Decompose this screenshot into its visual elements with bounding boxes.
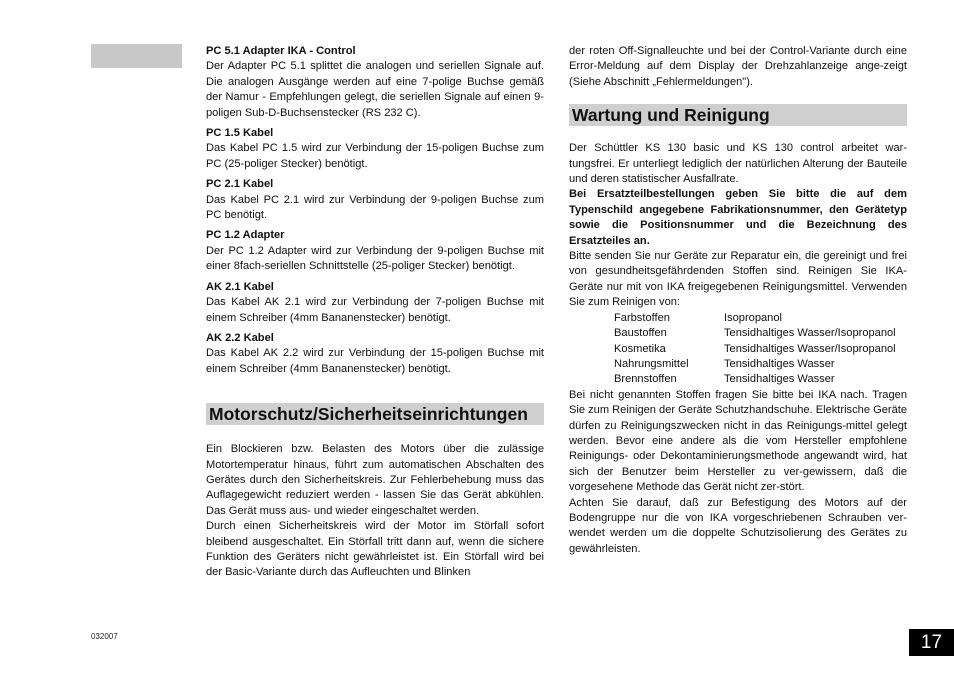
- table-row: [614, 342, 896, 357]
- paragraph: Bei nicht genannten Stoffen fragen Sie bitte bei IKA nach. Tragen Sie zum Reinigen der Geräte Schutzhandschuhe. Elektrische Geräte dürfen zu Reinigungszwecken nicht in das Reinigungs-mittel gelegt werden. Bevor eine andere als die vom Hersteller empfohlene Reinigungs- oder Dekontaminierungsmethode angewandt wird, hat sich der Benutzer beim Hersteller zu ver-gewissern, daß die vorgesehene Methode das Gerät nicht zer-stört.: [569, 388, 907, 494]
- table-cell: Tensidhaltiges Wasser: [724, 373, 835, 386]
- table-cell: Baustoffen: [614, 327, 667, 340]
- table-cell: Kosmetika: [614, 342, 666, 355]
- table-cell: Isopropanol: [724, 311, 782, 324]
- block-ak22: [206, 331, 544, 377]
- block-pc15: [206, 126, 544, 172]
- subheading: AK 2.1 Kabel: [206, 280, 274, 293]
- subheading: PC 1.5 Kabel: [206, 127, 274, 140]
- paragraph: Ein Blockieren bzw. Belasten des Motors über die zulässige Motortemperatur hinaus, führt zum automatischen Abschalten des Gerätes durch den Sicherheitskreis. Zur Fehlerbehebung muss das Auflagegewicht reduziert werden - lassen Sie das Gerät abkühlen. Das Gerät muss aus- und wieder eingeschaltet werden.: [206, 443, 544, 517]
- section-title-wartung: Wartung und Reinigung: [569, 104, 907, 126]
- table-cell: Tensidhaltiges Wasser/Isopropanol: [724, 327, 896, 340]
- subheading: PC 2.1 Kabel: [206, 178, 274, 191]
- table-row: [614, 311, 896, 326]
- table-cell: Nahrungsmittel: [614, 357, 689, 370]
- paragraph: Das Kabel AK 2.2 wird zur Verbindung der 15-poligen Buchse mit einem Schreiber (4mm Bananenstecker) benötigt.: [206, 347, 544, 375]
- table-cell: Brennstoffen: [614, 373, 677, 386]
- block-pc51: [206, 44, 544, 121]
- block-pc21: [206, 177, 544, 223]
- left-column: [206, 44, 544, 581]
- paragraph: Das Kabel PC 1.5 wird zur Verbindung der 15-poligen Buchse zum PC (25-poliger Stecker) benötigt.: [206, 142, 544, 170]
- paragraph-bold: Bei Ersatzteilbestellungen geben Sie bitte die auf dem Typenschild angegebene Fabrikationsnummer, den Gerätetyp sowie die Positionsnummer und die Bezeichnung des Ersatzteiles an.: [569, 188, 907, 247]
- paragraph: Achten Sie darauf, daß zur Befestigung des Motors auf der Bodengruppe nur die von IKA vorgeschriebenen Schrauben ver-wendet werden um die doppelte Schutzisolierung des Gerätes zu gewährleisten.: [569, 496, 907, 555]
- paragraph: Bitte senden Sie nur Geräte zur Reparatur ein, die gereinigt und frei von gesundheitsgefährdenden Stoffen sind. Reinigen Sie IKA-Geräte nur mit von IKA freigegebenen Reinigungsmittel. Verwenden Sie zum Reinigen von:: [569, 250, 907, 309]
- section-title-motorschutz: Motorschutz/Sicherheitseinrichtungen: [206, 403, 544, 425]
- table-row: [614, 326, 896, 341]
- document-code: 032007: [91, 632, 118, 641]
- table-cell: Farbstoffen: [614, 311, 670, 324]
- right-column: [569, 44, 907, 557]
- paragraph: Der PC 1.2 Adapter wird zur Verbindung der 9-poligen Buchse mit einer 8fach-seriellen Schnittstelle (25-poliger Stecker) benötigt.: [206, 244, 544, 273]
- table-cell: Tensidhaltiges Wasser/Isopropanol: [724, 342, 896, 355]
- subheading: AK 2.2 Kabel: [206, 331, 274, 344]
- block-pc12: [206, 228, 544, 274]
- subheading: PC 1.2 Adapter: [206, 229, 285, 242]
- block-ak21: [206, 280, 544, 326]
- page-number: 17: [909, 629, 954, 656]
- paragraph: Durch einen Sicherheitskreis wird der Motor im Störfall sofort bleibend ausgeschaltet. Ein Störfall tritt dann auf, wenn die sichere Funktion des Geräters nicht gewährleistet ist. Ein Störfall wird bei der Basic-Variante durch das Aufleuchten und Blinken: [206, 520, 544, 579]
- paragraph: Das Kabel PC 2.1 wird zur Verbindung der 9-poligen Buchse zum PC benötigt.: [206, 193, 544, 222]
- margin-tab: [91, 44, 182, 68]
- table-row: [614, 372, 896, 387]
- subheading: PC 5.1 Adapter IKA - Control: [206, 45, 356, 57]
- paragraph: Der Schüttler KS 130 basic und KS 130 control arbeitet war-tungsfrei. Er unterliegt lediglich der natürlichen Alterung der Bauteile und deren statistischer Ausfallrate.: [569, 142, 907, 186]
- paragraph: der roten Off-Signalleuchte und bei der Control-Variante durch eine Error-Meldung auf dem Display der Drehzahlanzeige ange-zeigt (Siehe Abschnitt „Fehlermeldungen").: [569, 45, 907, 88]
- cleaning-table: [614, 311, 896, 388]
- table-cell: Tensidhaltiges Wasser: [724, 357, 835, 370]
- paragraph: Das Kabel AK 2.1 wird zur Verbindung der 7-poligen Buchse mit einem Schreiber (4mm Bananenstecker) benötigt.: [206, 296, 544, 324]
- table-row: [614, 357, 896, 372]
- paragraph: Der Adapter PC 5.1 splittet die analogen und seriellen Signale auf. Die analogen Ausgänge werden auf eine 7-polige Buchse gemäß der Namur - Empfehlungen gelegt, die seriellen Signale auf einen 9-poligen Sub-D-Buchsenstecker (RS 232 C).: [206, 60, 544, 119]
